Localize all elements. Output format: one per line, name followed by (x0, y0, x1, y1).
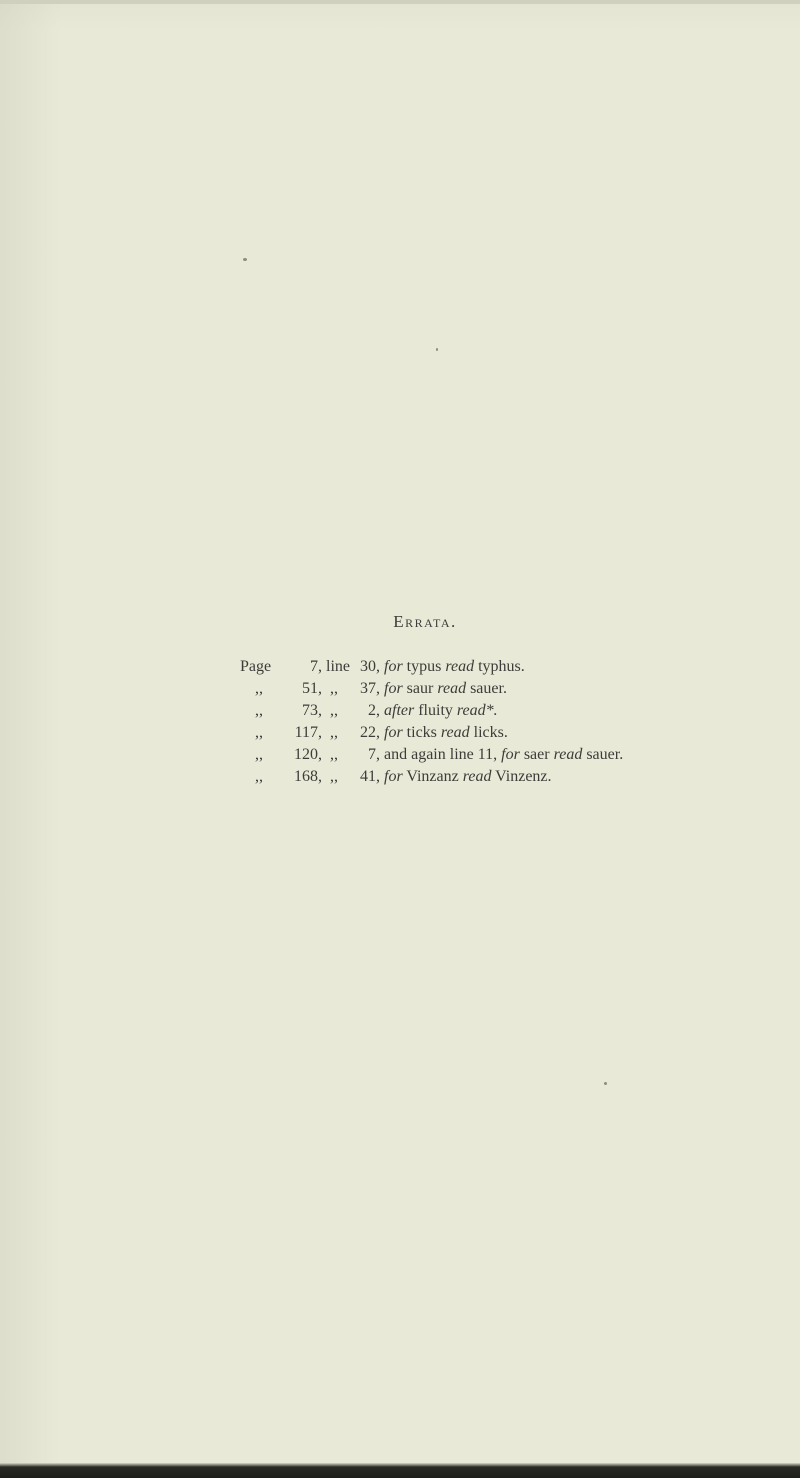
italic-word: for (384, 768, 403, 785)
text-fragment: Vinzenz. (491, 768, 552, 785)
paper-speck (243, 258, 247, 261)
page-number: 51, (302, 680, 322, 697)
page-bottom-edge (0, 1463, 800, 1478)
text-fragment: and again line 11, (384, 746, 502, 763)
errata-row (240, 722, 800, 744)
italic-word: read (553, 746, 583, 763)
italic-word: read (445, 658, 475, 675)
italic-word: read*. (456, 702, 498, 719)
page-number: 117, (294, 724, 322, 741)
page-label: Page (240, 658, 272, 675)
italic-word: for (501, 746, 520, 763)
correction-text (360, 744, 623, 766)
page-number: 73, (302, 702, 322, 719)
line-number: 41, (360, 768, 380, 785)
ditto-mark: ,, (330, 702, 338, 719)
ditto-mark: ,, (255, 702, 263, 719)
text-fragment: Vinzanz (402, 768, 463, 785)
text-fragment: saur (402, 680, 438, 697)
ditto-mark: ,, (330, 768, 338, 785)
line-number: 37, (360, 680, 380, 697)
errata-heading (0, 612, 800, 632)
ditto-mark: ,, (330, 746, 338, 763)
italic-word: for (384, 658, 403, 675)
ditto-mark: ,, (330, 724, 338, 741)
errata-row (240, 744, 800, 766)
text-fragment: sauer. (582, 746, 624, 763)
italic-word: read (437, 680, 467, 697)
line-number: 30, (360, 658, 380, 675)
text-fragment: sauer. (466, 680, 507, 697)
line-number: 22, (360, 724, 380, 741)
line-label: line (326, 658, 350, 675)
paper-speck (436, 348, 438, 351)
errata-list (240, 656, 800, 788)
text-fragment: ticks (402, 724, 441, 741)
correction-text (360, 678, 507, 700)
text-fragment: licks. (469, 724, 508, 741)
correction-text (360, 656, 525, 678)
errata-row (240, 766, 800, 788)
correction-text (360, 700, 498, 722)
page-number: 120, (294, 746, 322, 763)
page-top-edge (0, 0, 800, 4)
page-number: 7, (310, 658, 322, 675)
text-fragment: saer (519, 746, 554, 763)
ditto-mark: ,, (255, 724, 263, 741)
ditto-mark: ,, (330, 680, 338, 697)
ditto-mark: ,, (255, 680, 263, 697)
italic-word: for (384, 724, 403, 741)
italic-word: for (384, 680, 403, 697)
errata-row (240, 700, 800, 722)
ditto-mark: ,, (255, 746, 263, 763)
italic-word: after (384, 702, 415, 719)
page-number: 168, (294, 768, 322, 785)
errata-row (240, 656, 800, 678)
text-fragment: typus (402, 658, 446, 675)
errata-row (240, 678, 800, 700)
text-fragment: fluity (414, 702, 457, 719)
line-number: 7, (368, 746, 380, 763)
correction-text (360, 722, 508, 744)
italic-word: read (440, 724, 470, 741)
text-fragment: typhus. (474, 658, 525, 675)
line-number: 2, (368, 702, 380, 719)
italic-word: read (462, 768, 492, 785)
correction-text (360, 766, 552, 788)
errata-heading-text: Errata. (393, 612, 457, 631)
ditto-mark: ,, (255, 768, 263, 785)
paper-speck (604, 1082, 607, 1085)
